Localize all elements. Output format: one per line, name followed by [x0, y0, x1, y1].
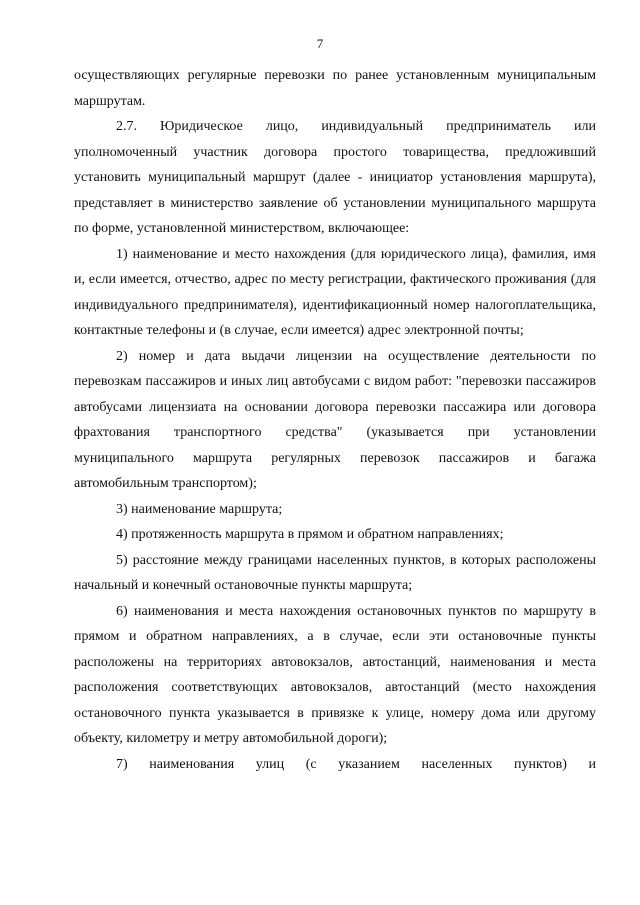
list-item-2: 2) номер и дата выдачи лицензии на осуществление деятельности по перевозкам пассажиров и иных лиц автобусами с видом работ: "перевозки пассажиров автобусами лицензиата на основании договора перевозки пассажира или договора фрахтования транспортного средства" (указывается при установлении муниципального маршрута регулярных перевозок пассажиров и багажа автомобильным транспортом);	[74, 348, 596, 491]
list-item-4: 4) протяженность маршрута в прямом и обратном направлениях;	[116, 527, 504, 542]
list-item-6: 6) наименования и места нахождения остановочных пунктов по маршруту в прямом и обратном направлениях, а в случае, если эти остановочные пункты расположены на территориях автовокзалов, автостанций, наименования и места расположения соответствующих автовокзалов, автостанций (место нахождения остановочного пункта указывается в привязке к улице, номеру дома или другому объекту, километру и метру автомобильной дороги);	[74, 603, 596, 746]
paragraph-2-7: 2.7. Юридическое лицо, индивидуальный предприниматель или уполномоченный участник договора простого товарищества, предложивший установить муниципальный маршрут (далее - инициатор установления маршрута), представляет в министерство заявление об установлении муниципального маршрута по форме, установленной министерством, включающее:	[74, 119, 596, 236]
document-body	[74, 63, 596, 777]
list-item-5: 5) расстояние между границами населенных пунктов, в которых расположены начальный и конечный остановочные пункты маршрута;	[74, 552, 596, 593]
paragraph-continuation: осуществляющих регулярные перевозки по ранее установленным муниципальным маршрутам.	[74, 68, 596, 109]
list-item-1: 1) наименование и место нахождения (для юридического лица), фамилия, имя и, если имеется, отчество, адрес по месту регистрации, фактического проживания (для индивидуального предпринимателя), идентификационный номер налогоплательщика, контактные телефоны и (в случае, если имеется) адрес электронной почты;	[74, 246, 596, 338]
list-item-3: 3) наименование маршрута;	[116, 501, 283, 517]
page-number: 7	[316, 36, 324, 51]
list-item-7: 7) наименования улиц (с указанием населенных пунктов) и	[116, 756, 596, 772]
